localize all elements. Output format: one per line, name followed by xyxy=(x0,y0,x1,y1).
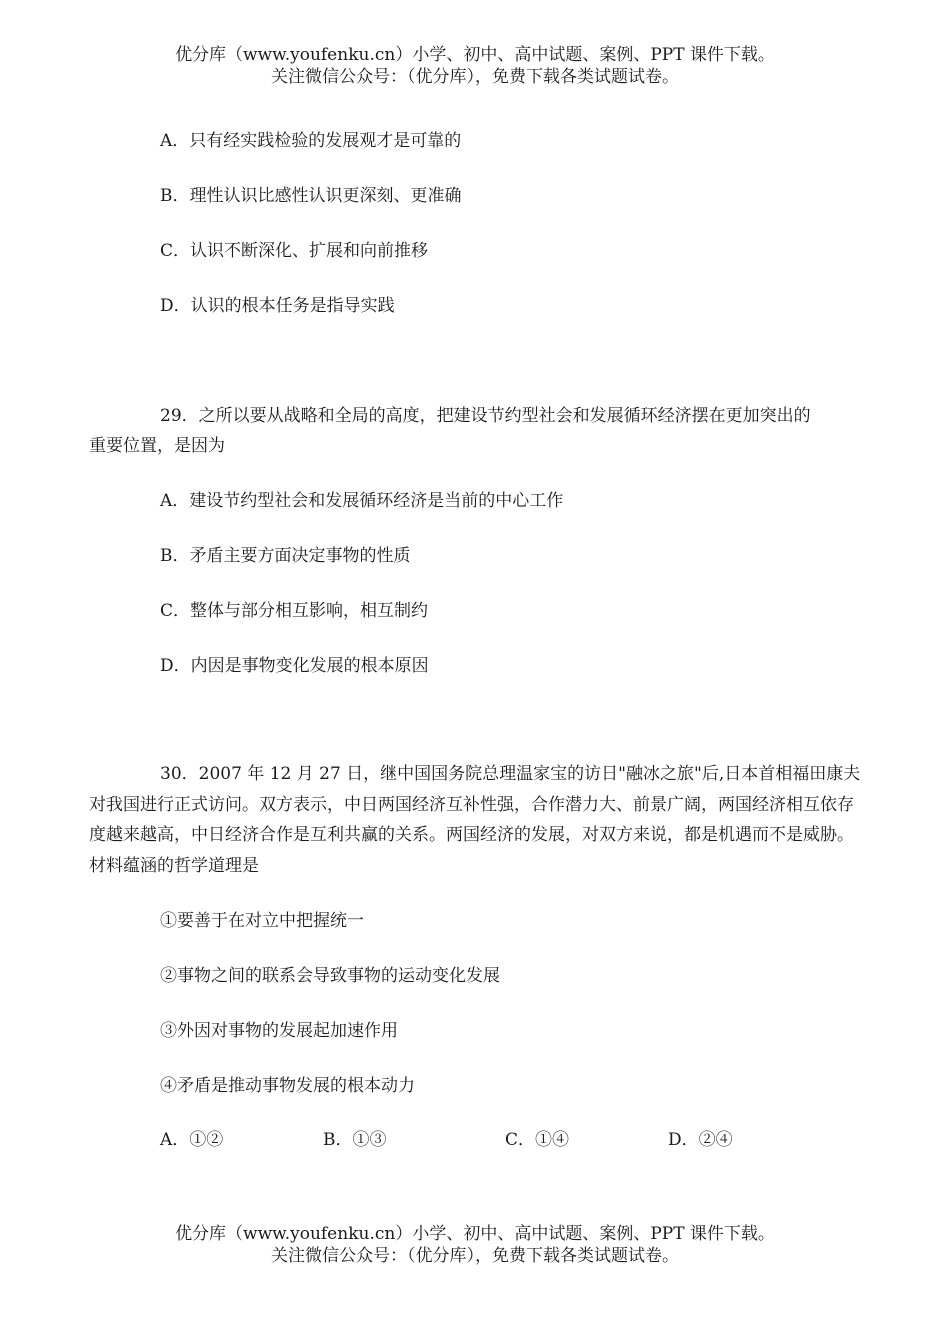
q30-item-3: ③外因对事物的发展起加速作用 xyxy=(160,1021,398,1041)
q29-stem-line-1: 29．之所以要从战略和全局的高度，把建设节约型社会和发展循环经济摆在更加突出的 xyxy=(160,406,811,426)
q29-stem-line-2: 重要位置，是因为 xyxy=(89,436,225,456)
q30-choice-a: A．①② xyxy=(160,1130,224,1150)
q29-option-a: A．建设节约型社会和发展循环经济是当前的中心工作 xyxy=(160,491,564,511)
q29-option-b: B．矛盾主要方面决定事物的性质 xyxy=(160,546,411,566)
q30-stem xyxy=(89,759,869,881)
q28-option-c: C．认识不断深化、扩展和向前推移 xyxy=(160,241,429,261)
page-footer xyxy=(0,1223,950,1267)
footer-line-1: 优分库（www.youfenku.cn）小学、初中、高中试题、案例、PPT 课件下载。 xyxy=(175,1224,775,1244)
footer-line-2: 关注微信公众号：（优分库），免费下载各类试题试卷。 xyxy=(271,1246,679,1266)
header-line-2: 关注微信公众号：（优分库），免费下载各类试题试卷。 xyxy=(271,67,679,87)
q30-choice-d: D．②④ xyxy=(668,1130,733,1150)
q28-option-b: B．理性认识比感性认识更深刻、更准确 xyxy=(160,186,462,206)
q28-option-a: A．只有经实践检验的发展观才是可靠的 xyxy=(160,131,462,151)
page-header xyxy=(0,44,950,88)
q29-option-d: D．内因是事物变化发展的根本原因 xyxy=(160,656,429,676)
q30-item-4: ④矛盾是推动事物发展的根本动力 xyxy=(160,1076,415,1096)
header-line-1: 优分库（www.youfenku.cn）小学、初中、高中试题、案例、PPT 课件下载。 xyxy=(175,45,775,65)
q30-item-2: ②事物之间的联系会导致事物的运动变化发展 xyxy=(160,966,500,986)
q30-choice-c: C．①④ xyxy=(505,1130,570,1150)
q30-choice-b: B．①③ xyxy=(323,1130,387,1150)
q30-item-1: ①要善于在对立中把握统一 xyxy=(160,911,364,931)
q28-option-d: D．认识的根本任务是指导实践 xyxy=(160,296,395,316)
q29-option-c: C．整体与部分相互影响，相互制约 xyxy=(160,601,429,621)
q30-stem-text: 30．2007 年 12 月 27 日，继中国国务院总理温家宝的访日"融冰之旅"后,日本首相福田康夫对我国进行正式访问。双方表示，中日两国经济互补性强，合作潜力大、前景广阔，两国经济相互依存度越来越高，中日经济合作是互利共赢的关系。两国经济的发展，对双方来说，都是机遇而不是威胁。材料蕴涵的哲学道理是 xyxy=(89,764,861,876)
